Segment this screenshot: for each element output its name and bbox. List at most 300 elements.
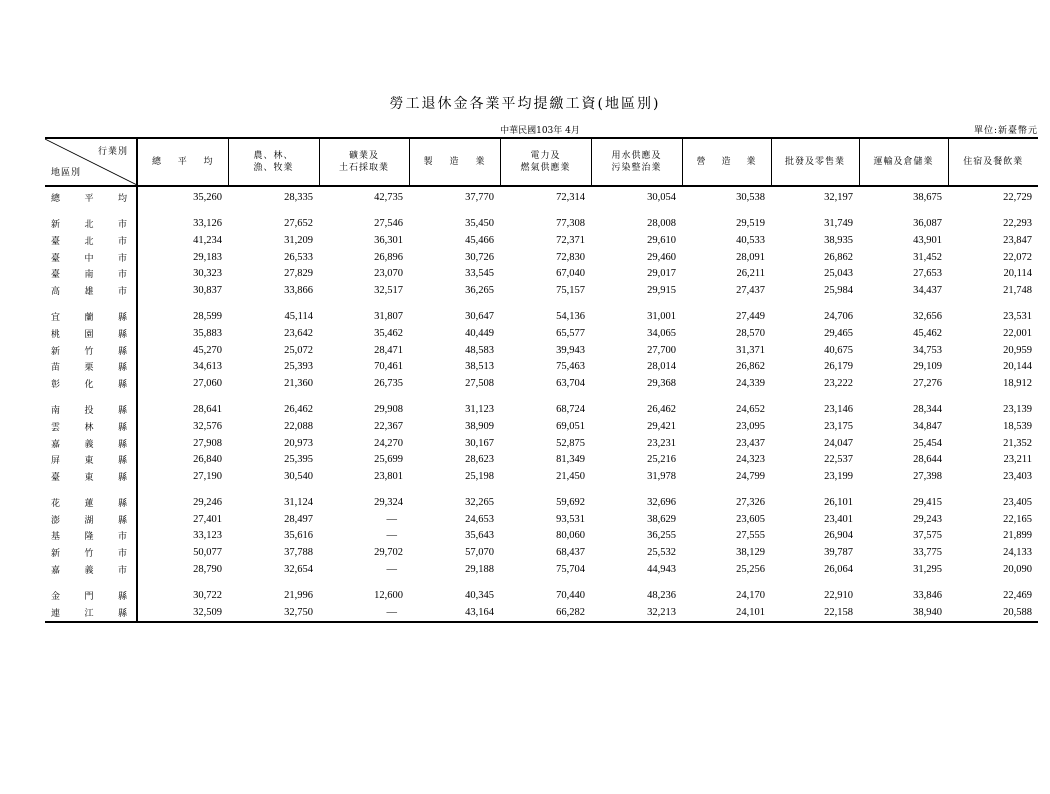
region-char: 縣	[117, 608, 127, 619]
region-char: 基	[51, 532, 61, 543]
region-char: 縣	[117, 363, 127, 374]
value-cell: 29,465	[824, 327, 853, 339]
value-cell: 35,883	[193, 327, 222, 339]
region-char: 臺	[51, 253, 61, 264]
table-row	[45, 451, 1038, 468]
value-cell: 32,656	[913, 311, 942, 323]
value-cell: 21,352	[1003, 437, 1032, 449]
value-cell: 57,070	[465, 547, 494, 559]
value-cell: 25,984	[824, 284, 853, 296]
region-char: 隆	[84, 532, 94, 543]
region-char: 園	[84, 329, 94, 340]
value-cell: 32,576	[193, 420, 222, 432]
column-header	[591, 138, 682, 186]
value-cell: 24,653	[465, 513, 494, 525]
value-cell: 25,532	[647, 547, 676, 559]
value-cell: 33,775	[913, 547, 942, 559]
region-char: 縣	[117, 379, 127, 390]
value-cell: 45,114	[284, 311, 313, 323]
region-char: 縣	[117, 329, 127, 340]
region-char: 縣	[117, 313, 127, 324]
region-char: 縣	[117, 439, 127, 450]
column-header-line: 批發及零售業	[784, 157, 845, 167]
value-cell: 40,675	[824, 344, 853, 356]
value-cell: 24,170	[736, 590, 765, 602]
value-cell: 80,060	[556, 530, 585, 542]
column-header-line: 漁、牧業	[253, 163, 294, 173]
region-char: 金	[51, 592, 61, 603]
value-cell: 28,091	[736, 251, 765, 263]
value-cell: 22,088	[284, 420, 313, 432]
value-cell: 27,546	[374, 218, 403, 230]
region-name	[45, 468, 137, 485]
region-char: 縣	[117, 456, 127, 467]
value-cell: 27,437	[736, 284, 765, 296]
value-cell: 34,753	[913, 344, 942, 356]
column-header-line: 運輸及倉儲業	[873, 157, 934, 167]
region-char: 澎	[51, 515, 61, 526]
value-cell: 68,437	[556, 547, 585, 559]
spacer-cell	[137, 206, 1038, 216]
value-cell: 24,323	[736, 454, 765, 466]
value-cell: 70,440	[556, 590, 585, 602]
value-cell: 38,909	[465, 420, 494, 432]
value-cell: 26,101	[824, 497, 853, 509]
value-cell: 36,255	[647, 530, 676, 542]
table-row	[45, 495, 1038, 512]
value-cell: 40,345	[465, 590, 494, 602]
region-char: 縣	[117, 346, 127, 357]
value-cell: 29,246	[193, 497, 222, 509]
value-cell: 29,702	[374, 547, 403, 559]
value-cell: 23,605	[736, 513, 765, 525]
value-cell: 27,326	[736, 497, 765, 509]
group-spacer	[45, 299, 1038, 309]
value-cell: 81,349	[556, 454, 585, 466]
value-cell: 23,403	[1003, 470, 1032, 482]
table-row	[45, 232, 1038, 249]
value-cell: 29,915	[647, 284, 676, 296]
value-cell: 27,449	[736, 311, 765, 323]
region-char: 南	[51, 406, 61, 417]
value-cell: 40,449	[465, 327, 494, 339]
value-cell: —	[386, 513, 397, 525]
value-cell: 38,675	[913, 191, 942, 203]
region-char: 市	[117, 549, 127, 560]
value-cell: 24,133	[1003, 547, 1032, 559]
column-header	[500, 138, 591, 186]
table-row	[45, 282, 1038, 299]
value-cell: 31,452	[913, 251, 942, 263]
region-char: 市	[117, 270, 127, 281]
column-header-char: 業	[475, 157, 486, 167]
value-cell: 24,652	[736, 404, 765, 416]
table-row	[45, 325, 1038, 342]
value-cell: 21,360	[284, 377, 313, 389]
value-cell: 28,344	[913, 404, 942, 416]
value-cell: 18,539	[1003, 420, 1032, 432]
value-cell: 28,497	[284, 513, 313, 525]
value-cell: 22,537	[824, 454, 853, 466]
table-row	[45, 216, 1038, 233]
spacer-cell	[137, 392, 1038, 402]
region-char: 縣	[117, 422, 127, 433]
region-char: 東	[84, 456, 94, 467]
value-cell: 72,314	[556, 191, 585, 203]
column-header-char: 製	[423, 157, 434, 167]
value-cell: 27,829	[284, 268, 313, 280]
value-cell: 93,531	[556, 513, 585, 525]
value-cell: 31,978	[647, 470, 676, 482]
value-cell: 26,462	[284, 404, 313, 416]
column-header-line: 電力及	[530, 151, 561, 161]
group-spacer	[45, 485, 1038, 495]
value-cell: 35,260	[193, 191, 222, 203]
value-cell: 26,840	[193, 454, 222, 466]
table-row	[45, 265, 1038, 282]
value-cell: 59,692	[556, 497, 585, 509]
region-char: 臺	[51, 270, 61, 281]
region-name	[45, 402, 137, 419]
column-header-char: 均	[203, 157, 214, 167]
value-cell: 28,644	[913, 454, 942, 466]
value-cell: 29,188	[465, 563, 494, 575]
value-cell: 32,517	[374, 284, 403, 296]
region-name	[45, 186, 137, 206]
value-cell: 30,726	[465, 251, 494, 263]
value-cell: 20,588	[948, 604, 1038, 622]
value-cell: 22,910	[824, 590, 853, 602]
value-cell: 31,295	[913, 563, 942, 575]
region-char: 新	[51, 346, 61, 357]
column-header-char: 營	[696, 157, 707, 167]
value-cell: 26,735	[374, 377, 403, 389]
region-char: 總	[51, 193, 61, 204]
table-row	[45, 587, 1038, 604]
report-date: 中華民國103年 4月	[500, 126, 580, 136]
value-cell: 22,729	[1003, 191, 1032, 203]
column-header-line: 土石採取業	[338, 163, 389, 173]
value-cell: 32,265	[465, 497, 494, 509]
table-body	[45, 186, 1038, 622]
value-cell: 27,276	[913, 377, 942, 389]
table-row	[45, 249, 1038, 266]
value-cell: 23,642	[284, 327, 313, 339]
value-cell: 30,323	[193, 268, 222, 280]
value-cell: —	[319, 604, 409, 622]
column-header	[682, 138, 771, 186]
value-cell: 24,270	[374, 437, 403, 449]
region-char: 林	[84, 422, 94, 433]
value-cell: 29,243	[913, 513, 942, 525]
table-row	[45, 561, 1038, 578]
column-header	[228, 138, 319, 186]
value-cell: 30,540	[284, 470, 313, 482]
region-char: 竹	[84, 549, 94, 560]
region-char: 投	[84, 406, 94, 417]
spacer-cell	[45, 392, 137, 402]
value-cell: 36,087	[913, 218, 942, 230]
region-char: 中	[84, 253, 94, 264]
value-cell: 39,943	[556, 344, 585, 356]
region-char: 縣	[117, 499, 127, 510]
value-cell: 25,454	[913, 437, 942, 449]
group-spacer	[45, 392, 1038, 402]
value-cell: 31,124	[284, 497, 313, 509]
region-char: 宜	[51, 313, 61, 324]
value-cell: 23,175	[824, 420, 853, 432]
value-cell: 28,623	[465, 454, 494, 466]
region-char: 屏	[51, 456, 61, 467]
value-cell: 28,570	[736, 327, 765, 339]
value-cell: 23,531	[1003, 311, 1032, 323]
value-cell: 25,043	[824, 268, 853, 280]
value-cell: 75,704	[556, 563, 585, 575]
spacer-cell	[137, 299, 1038, 309]
region-name	[45, 587, 137, 604]
value-cell: 23,847	[1003, 234, 1032, 246]
region-name	[45, 375, 137, 392]
value-cell: 29,109	[913, 361, 942, 373]
region-name	[45, 232, 137, 249]
value-cell: 34,437	[913, 284, 942, 296]
region-char: 均	[117, 193, 127, 204]
column-header-line: 污染整治業	[611, 163, 662, 173]
value-cell: 23,801	[374, 470, 403, 482]
value-cell: 26,064	[824, 563, 853, 575]
value-cell: 45,462	[913, 327, 942, 339]
value-cell: 25,216	[647, 454, 676, 466]
value-cell: 32,654	[284, 563, 313, 575]
value-cell: 21,996	[284, 590, 313, 602]
value-cell: 28,335	[284, 191, 313, 203]
region-name	[45, 511, 137, 528]
column-header-line: 燃氣供應業	[520, 163, 571, 173]
region-char: 東	[84, 472, 94, 483]
value-cell: 34,847	[913, 420, 942, 432]
value-cell: 26,179	[824, 361, 853, 373]
value-cell: 31,371	[736, 344, 765, 356]
value-cell: 27,652	[284, 218, 313, 230]
value-cell: 35,616	[284, 530, 313, 542]
wage-table	[45, 137, 1038, 623]
value-cell: 22,293	[1003, 218, 1032, 230]
region-char: 縣	[117, 406, 127, 417]
value-cell: 32,750	[228, 604, 319, 622]
value-cell: 75,157	[556, 284, 585, 296]
value-cell: 68,724	[556, 404, 585, 416]
value-cell: 27,555	[736, 530, 765, 542]
value-cell: 25,393	[284, 361, 313, 373]
value-cell: 25,072	[284, 344, 313, 356]
value-cell: 28,641	[193, 404, 222, 416]
value-cell: 21,899	[1003, 530, 1032, 542]
value-cell: 26,533	[284, 251, 313, 263]
value-cell: 31,749	[824, 218, 853, 230]
value-cell: 38,513	[465, 361, 494, 373]
region-char: 北	[84, 220, 94, 231]
value-cell: 33,866	[284, 284, 313, 296]
value-cell: 28,599	[193, 311, 222, 323]
value-cell: 30,167	[465, 437, 494, 449]
value-cell: 23,095	[736, 420, 765, 432]
region-name	[45, 358, 137, 375]
value-cell: 33,123	[193, 530, 222, 542]
value-cell: 69,051	[556, 420, 585, 432]
value-cell: 30,054	[647, 191, 676, 203]
value-cell: 34,613	[193, 361, 222, 373]
region-char: 花	[51, 499, 61, 510]
value-cell: 20,114	[1003, 268, 1032, 280]
column-header-line: 用水供應及	[611, 151, 662, 161]
region-char: 雄	[84, 286, 94, 297]
value-cell: 28,014	[647, 361, 676, 373]
region-name	[45, 528, 137, 545]
value-cell: 22,158	[771, 604, 859, 622]
spacer-cell	[45, 485, 137, 495]
region-char: 臺	[51, 472, 61, 483]
spacer-cell	[45, 206, 137, 216]
report-title: 勞工退休金各業平均提繳工資(地區別)	[389, 96, 661, 112]
region-name	[45, 544, 137, 561]
value-cell: 77,308	[556, 218, 585, 230]
value-cell: 23,231	[647, 437, 676, 449]
value-cell: 37,770	[465, 191, 494, 203]
value-cell: 72,371	[556, 234, 585, 246]
value-cell: 30,538	[736, 191, 765, 203]
value-cell: 33,545	[465, 268, 494, 280]
value-cell: 26,462	[647, 404, 676, 416]
value-cell: 41,234	[193, 234, 222, 246]
region-char: 連	[51, 608, 61, 619]
group-spacer	[45, 206, 1038, 216]
table-header	[45, 138, 1038, 186]
region-char: 江	[84, 608, 94, 619]
region-char: 嘉	[51, 565, 61, 576]
value-cell: 29,610	[647, 234, 676, 246]
value-cell: 23,199	[824, 470, 853, 482]
column-header	[859, 138, 948, 186]
value-cell: 66,282	[500, 604, 591, 622]
region-char: 北	[84, 236, 94, 247]
table-row	[45, 604, 1038, 622]
value-cell: 24,047	[824, 437, 853, 449]
column-header	[948, 138, 1038, 186]
value-cell: 23,405	[1003, 497, 1032, 509]
region-name	[45, 265, 137, 282]
value-cell: 27,060	[193, 377, 222, 389]
value-cell: 30,647	[465, 311, 494, 323]
value-cell: 25,256	[736, 563, 765, 575]
region-char: 湖	[84, 515, 94, 526]
value-cell: 20,959	[1003, 344, 1032, 356]
value-cell: 27,508	[465, 377, 494, 389]
value-cell: 22,072	[1003, 251, 1032, 263]
value-cell: 38,935	[824, 234, 853, 246]
table-row	[45, 342, 1038, 359]
value-cell: 30,722	[193, 590, 222, 602]
value-cell: 23,146	[824, 404, 853, 416]
region-char: 蘭	[84, 313, 94, 324]
column-header-line: 礦業及	[348, 151, 379, 161]
table-row	[45, 418, 1038, 435]
value-cell: 24,101	[682, 604, 771, 622]
region-char: 縣	[117, 515, 127, 526]
table-row	[45, 186, 1038, 206]
region-name	[45, 325, 137, 342]
value-cell: 29,324	[374, 497, 403, 509]
value-cell: 27,190	[193, 470, 222, 482]
value-cell: 23,211	[1003, 454, 1032, 466]
region-char: 市	[117, 236, 127, 247]
corner-header	[45, 138, 137, 186]
value-cell: 32,213	[591, 604, 682, 622]
region-char: 新	[51, 549, 61, 560]
region-name	[45, 249, 137, 266]
value-cell: 31,001	[647, 311, 676, 323]
value-cell: 18,912	[1003, 377, 1032, 389]
group-spacer	[45, 577, 1038, 587]
value-cell: 63,704	[556, 377, 585, 389]
spacer-cell	[45, 299, 137, 309]
value-cell: 38,629	[647, 513, 676, 525]
region-char: 義	[84, 565, 94, 576]
value-cell: 29,460	[647, 251, 676, 263]
table-row	[45, 309, 1038, 326]
value-cell: 48,583	[465, 344, 494, 356]
region-char: 彰	[51, 379, 61, 390]
region-char: 新	[51, 220, 61, 231]
value-cell: 28,008	[647, 218, 676, 230]
column-header-char: 造	[721, 157, 732, 167]
value-cell: 67,040	[556, 268, 585, 280]
value-cell: 75,463	[556, 361, 585, 373]
region-name	[45, 282, 137, 299]
value-cell: 32,696	[647, 497, 676, 509]
region-char: 蓮	[84, 499, 94, 510]
region-char: 高	[51, 286, 61, 297]
value-cell: 37,575	[913, 530, 942, 542]
value-cell: 50,077	[193, 547, 222, 559]
spacer-cell	[137, 485, 1038, 495]
value-cell: 40,533	[736, 234, 765, 246]
unit-label: 單位:新臺幣元	[973, 126, 1038, 136]
region-name	[45, 418, 137, 435]
value-cell: 29,908	[374, 404, 403, 416]
region-name	[45, 216, 137, 233]
value-cell: 25,699	[374, 454, 403, 466]
value-cell: 26,862	[736, 361, 765, 373]
region-char: 市	[117, 286, 127, 297]
value-cell: 43,901	[913, 234, 942, 246]
table-row	[45, 511, 1038, 528]
value-cell: 32,509	[137, 604, 228, 622]
column-header	[409, 138, 500, 186]
region-name	[45, 435, 137, 452]
value-cell: 29,421	[647, 420, 676, 432]
value-cell: 22,469	[1003, 590, 1032, 602]
region-char: 市	[117, 532, 127, 543]
value-cell: 27,401	[193, 513, 222, 525]
region-char: 平	[84, 193, 94, 204]
spacer-cell	[137, 577, 1038, 587]
value-cell: 27,398	[913, 470, 942, 482]
value-cell: 45,270	[193, 344, 222, 356]
value-cell: 44,943	[647, 563, 676, 575]
value-cell: 37,788	[284, 547, 313, 559]
value-cell: 35,462	[374, 327, 403, 339]
region-char: 苗	[51, 363, 61, 374]
